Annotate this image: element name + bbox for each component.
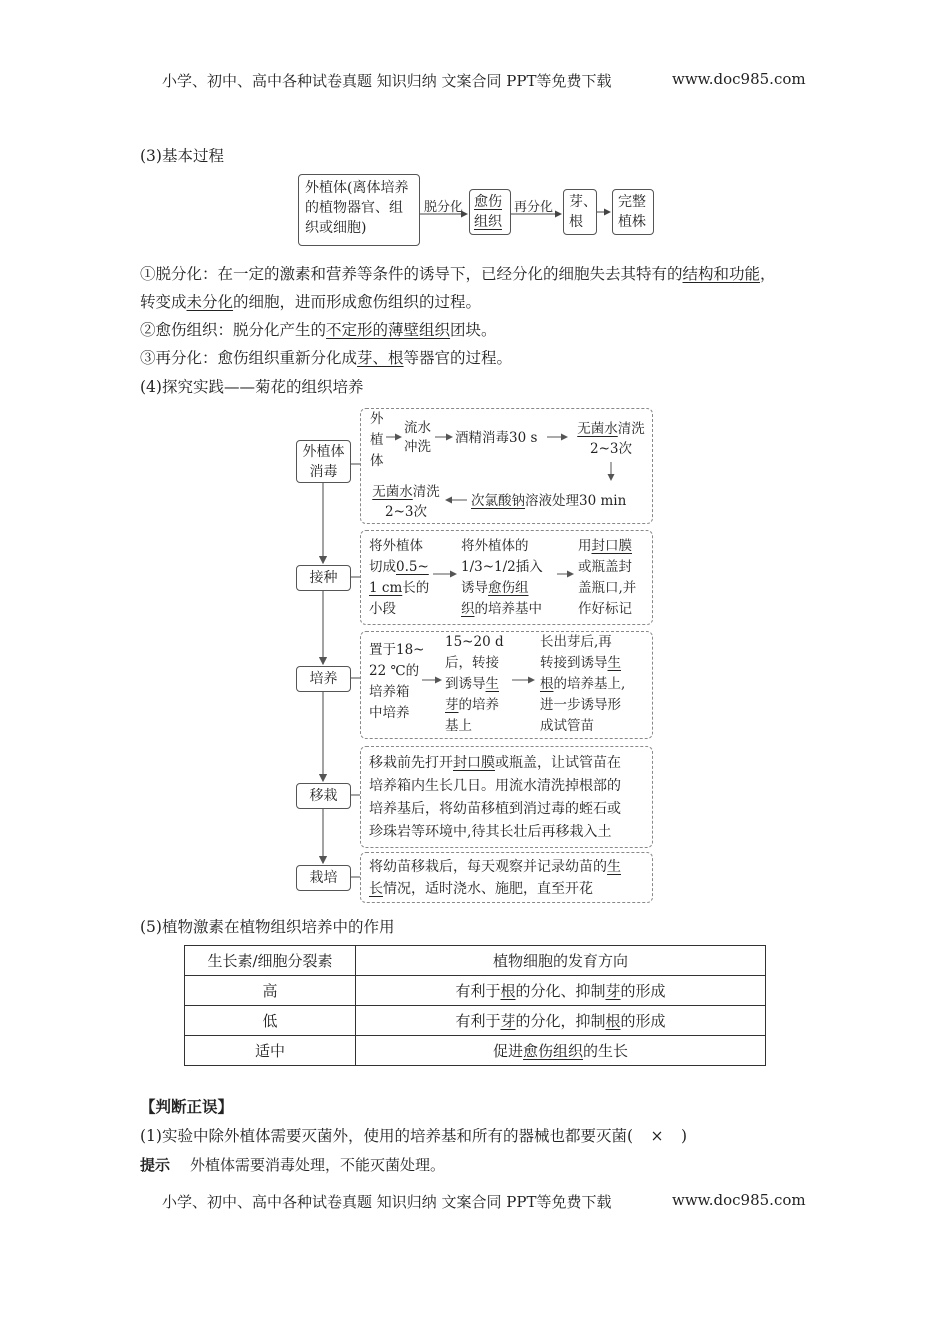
table-header-row: [185, 946, 766, 976]
inoculate-cut: 将外植体 切成0.5~ 1 cm长的 小段: [369, 538, 430, 617]
culture-incubate: 置于18~ 22 ℃的 培养箱 中培养: [369, 642, 425, 721]
step-cultivate: 栽培: [296, 865, 351, 891]
flow-box-explant: 外植体(离体培养 的植物器官、组 织或细胞): [298, 174, 420, 246]
judge-hint: 提示 外植体需要消毒处理，不能灭菌处理。: [140, 1156, 446, 1174]
table-row: 适中 促进愈伤组织的生长: [185, 1036, 766, 1066]
culture-bud-induction: 15~20 d 后，转接 到诱导生 芽的培养 基上: [445, 634, 504, 734]
disinfect-rinse: 流水 冲洗: [404, 420, 431, 455]
table-header-ratio: 生长素/细胞分裂素: [185, 946, 356, 976]
inoculate-seal: 用封口膜 或瓶盖封 盖瓶口,并 作好标记: [578, 538, 637, 617]
page-header-text: 小学、初中、高中各种试卷真题 知识归纳 文案合同 PPT等免费下载: [162, 72, 612, 90]
flow-box-callus: 愈伤 组织: [469, 189, 511, 235]
page-footer-text: 小学、初中、高中各种试卷真题 知识归纳 文案合同 PPT等免费下载: [162, 1193, 612, 1211]
culture-root-induction: 长出芽后,再 转接到诱导生 根的培养基上, 进一步诱导形 成试管苗: [540, 634, 626, 734]
para-callus: ②愈伤组织：脱分化产生的不定形的薄壁组织团块。: [140, 321, 497, 339]
flow-box-plant: 完整 植株: [612, 189, 654, 235]
para-dediff-1: ①脱分化：在一定的激素和营养等条件的诱导下，已经分化的细胞失去其特有的结构和功能，: [140, 265, 776, 283]
flow-label-rediff: 再分化: [514, 200, 554, 215]
table-header-direction: 植物细胞的发育方向: [356, 946, 766, 976]
disinfect-sterile-water-1: 无菌水清洗 2~3次: [577, 421, 645, 457]
step-culture: 培养: [296, 666, 351, 692]
hormone-table: [184, 945, 766, 1066]
para-rediff: ③再分化：愈伤组织重新分化成芽、根等器官的过程。: [140, 349, 513, 367]
page-header-url: www.doc985.com: [672, 70, 806, 88]
transplant-text: 移栽前先打开封口膜或瓶盖，让试管苗在 培养箱内生长几日。用流水清洗掉根部的 培养基后，将幼苗移植到消过毒的蛭石或 珍珠岩等环境中,待其长壮后再移栽入土: [369, 755, 621, 840]
disinfect-sterile-water-2: 无菌水清洗 2~3次: [372, 484, 440, 520]
page-footer-url: www.doc985.com: [672, 1191, 806, 1209]
disinfect-hypochlorite: 次氯酸钠溶液处理30 min: [471, 493, 627, 509]
para-dediff-2: 转变成未分化的细胞，进而形成愈伤组织的过程。: [140, 293, 482, 311]
flow-label-dediff: 脱分化: [424, 200, 464, 215]
judge-answer-mark: ×: [650, 1127, 664, 1145]
step-inoculate: 接种: [296, 565, 351, 591]
step-disinfect: 外植体 消毒: [296, 440, 351, 483]
section3-title: (3)基本过程: [140, 147, 224, 165]
step-transplant: 移栽: [296, 783, 351, 809]
table-row: 低 有利于芽的分化，抑制根的形成: [185, 1006, 766, 1036]
disinfect-explant: 外 植 体: [370, 411, 384, 469]
table-row: 高 有利于根的分化、抑制芽的形成: [185, 976, 766, 1006]
flow-box-bud-root: 芽、 根: [563, 189, 597, 235]
section4-title: (4)探究实践——菊花的组织培养: [140, 378, 364, 396]
cultivate-text: 将幼苗移栽后，每天观察并记录幼苗的生 长情况，适时浇水、施肥，直至开花: [369, 859, 621, 897]
section5-title: (5)植物激素在植物组织培养中的作用: [140, 918, 395, 936]
judge-question-1: (1)实验中除外植体需要灭菌外，使用的培养基和所有的器械也都要灭菌( × ): [140, 1127, 688, 1145]
inoculate-insert: 将外植体的 1/3~1/2插入 诱导愈伤组 织的培养基中: [461, 538, 543, 617]
judge-title: 【判断正误】: [140, 1098, 234, 1116]
disinfect-alcohol: 酒精消毒30 s: [455, 430, 538, 446]
